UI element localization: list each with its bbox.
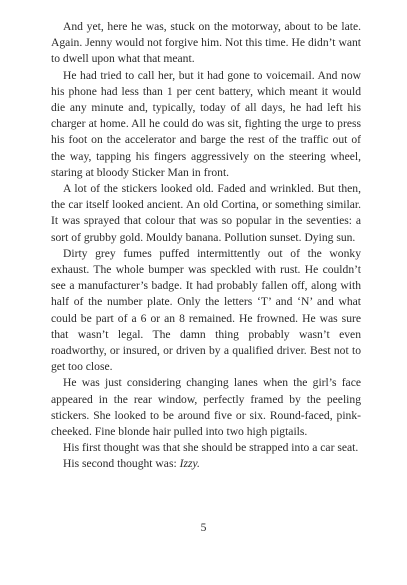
body-text [51, 19, 361, 473]
paragraph-7-emphasis: Izzy. [179, 457, 200, 471]
paragraph-3: A lot of the stickers looked old. Faded and wrinkled. But then, the car itself looked ancient. An old Cortina, or something similar. It was sprayed that colour that was so popular in the seventies: a sort of grubby gold. Mouldy banana. Pollution sunset. Dying sun. [51, 182, 361, 244]
paragraph-6: His first thought was that she should be strapped into a car seat. [63, 441, 359, 455]
page-number: 5 [200, 521, 207, 534]
paragraph-1: And yet, here he was, stuck on the motorway, about to be late. Again. Jenny would not forgive him. Not this time. He didn’t want to dwell upon what that meant. [51, 20, 361, 66]
paragraph-4: Dirty grey fumes puffed intermittently out of the wonky exhaust. The whole bumper was speckled with rust. He couldn’t see a manufacturer’s badge. It had probably fallen off, along with half of the number plate. Only the letters ‘T’ and ‘N’ and what could be part of a 6 or an 8 remained. He frowned. He was sure that wasn’t legal. The damn thing probably wasn’t even roadworthy, or insured, or driven by a qualified driver. Best not to get too close. [51, 246, 361, 374]
paragraph-7 [51, 456, 361, 472]
paragraph-2: He had tried to call her, but it had gone to voicemail. And now his phone had less than 1 per cent battery, which meant it would die any minute and, typically, today of all days, he had left his charger at home. All he could do was sit, fighting the urge to press his foot on the accelerator and barge the rest of the traffic out of the way, tapping his fingers aggressively on the steering wheel, staring at bloody Sticker Man in front. [51, 68, 361, 179]
paragraph-5: He was just considering changing lanes when the girl’s face appeared in the rear window, perfectly framed by the peeling stickers. She looked to be around five or six. Round-faced, pink-cheeked. Fine blonde hair pulled into two high pigtails. [51, 376, 361, 439]
paragraph-7-text: His second thought was: [63, 457, 180, 471]
